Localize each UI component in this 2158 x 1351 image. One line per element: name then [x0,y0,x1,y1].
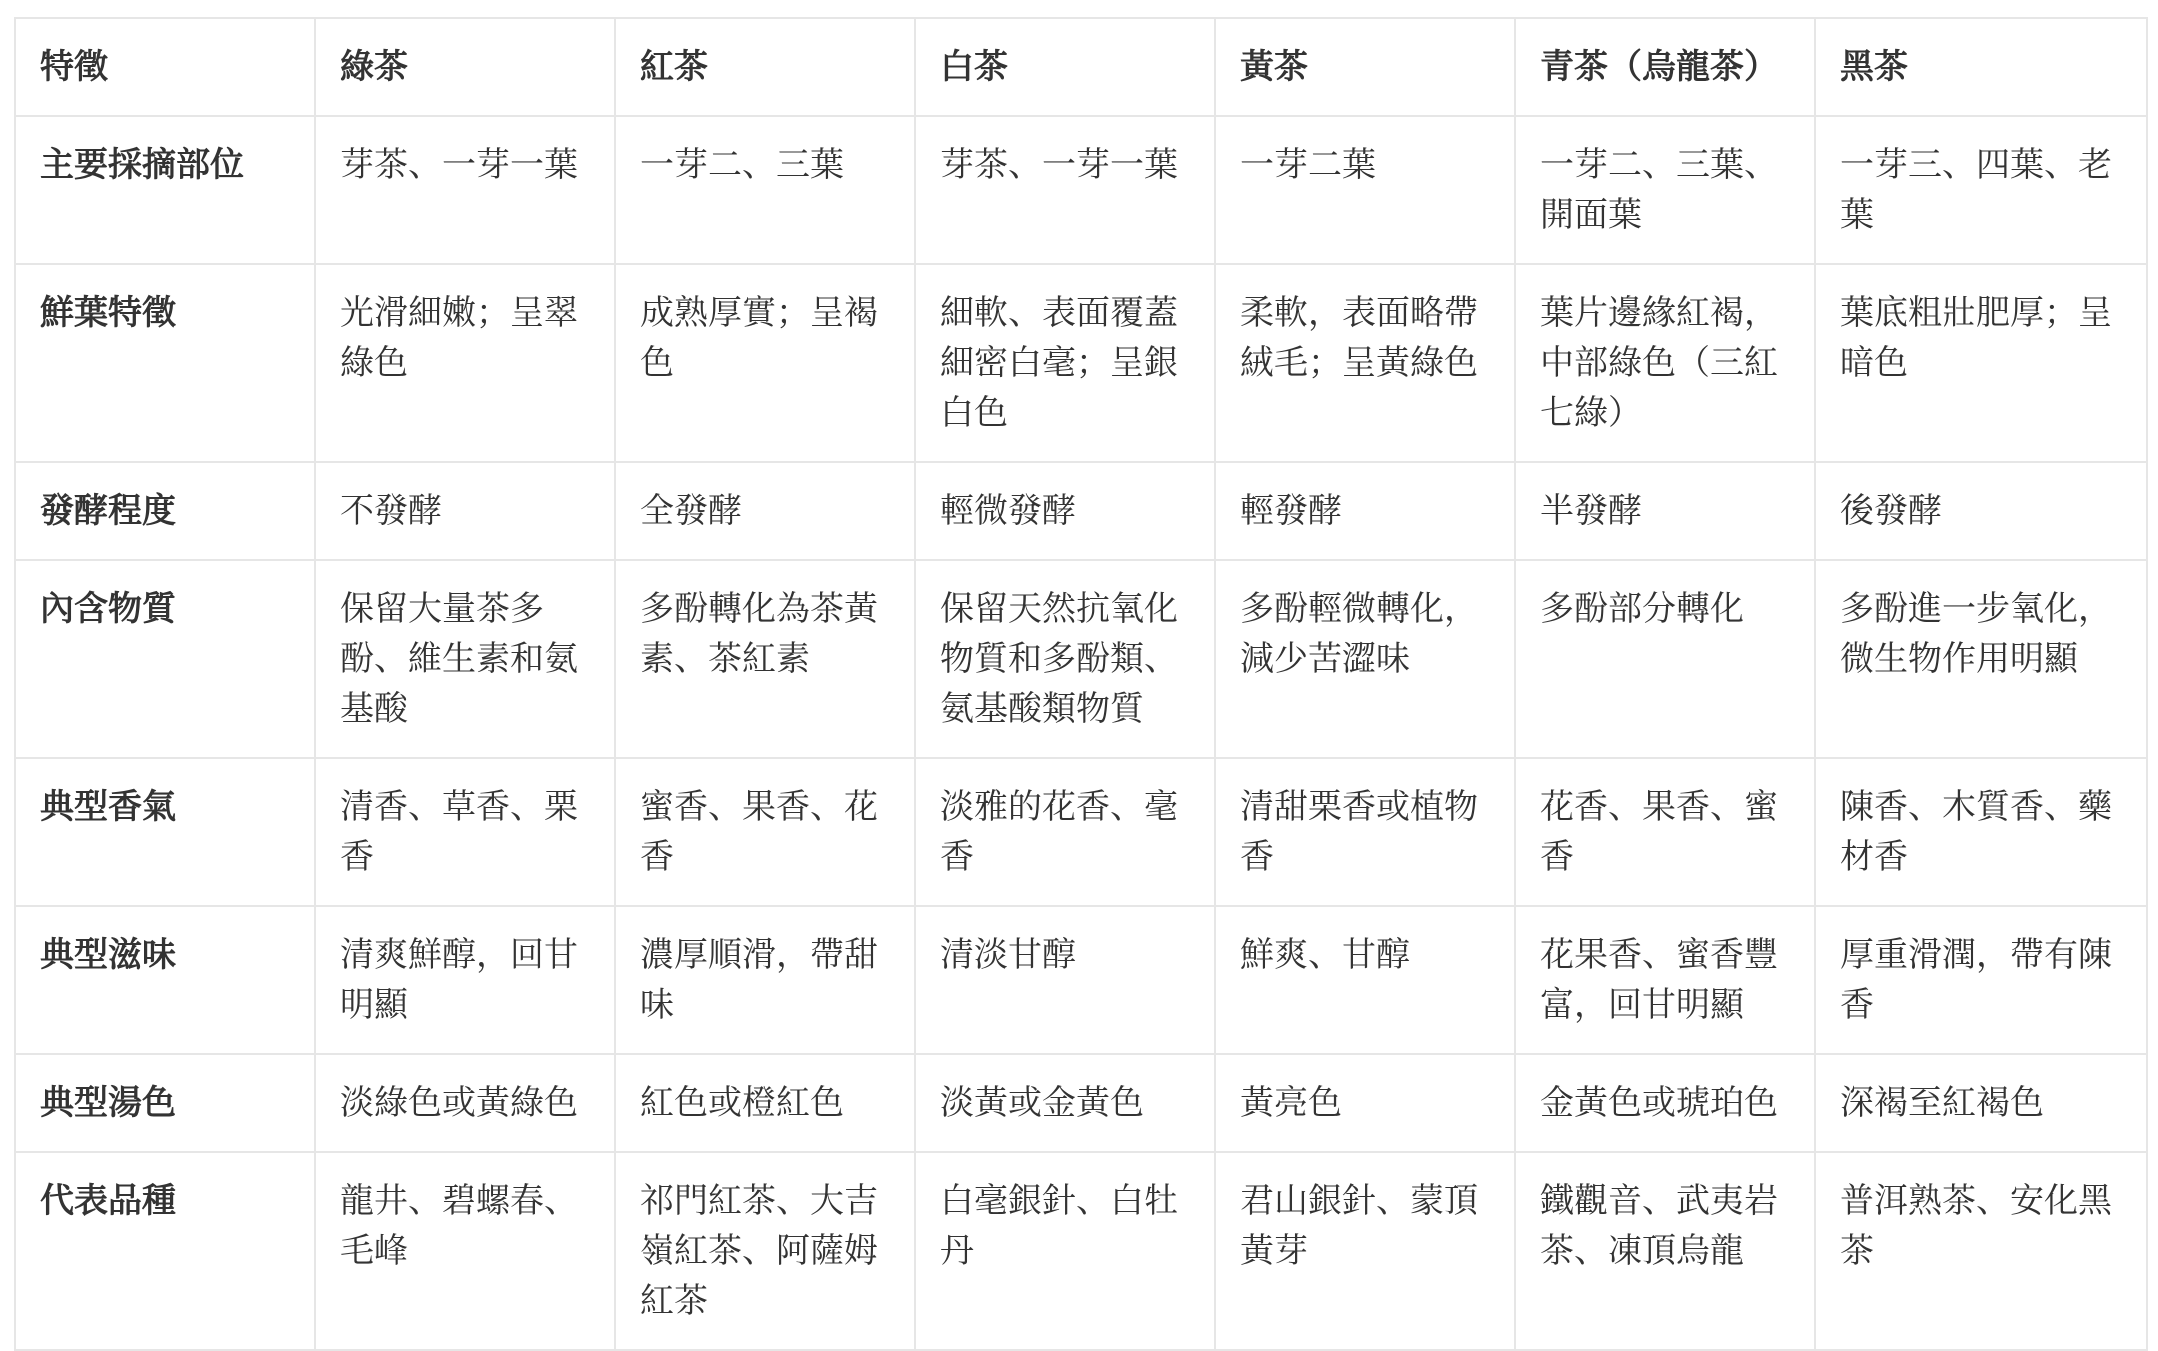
table-cell: 一芽二、三葉 [615,116,915,264]
table-cell: 陳香、木質香、藥材香 [1815,758,2147,906]
table-row [15,560,2147,758]
table-cell: 細軟、表面覆蓋細密白毫；呈銀白色 [915,264,1215,462]
table-cell: 一芽二、三葉、開面葉 [1515,116,1815,264]
table-cell: 黃亮色 [1215,1054,1515,1152]
table-cell: 花香、果香、蜜香 [1515,758,1815,906]
table-cell: 多酚部分轉化 [1515,560,1815,758]
table-cell: 淡黃或金黃色 [915,1054,1215,1152]
table-cell: 清甜栗香或植物香 [1215,758,1515,906]
row-label: 代表品種 [15,1152,315,1350]
table-cell: 淡綠色或黃綠色 [315,1054,615,1152]
header-dark-tea: 黑茶 [1815,18,2147,116]
table-cell: 深褐至紅褐色 [1815,1054,2147,1152]
table-row [15,1152,2147,1350]
table-cell: 葉片邊緣紅褐，中部綠色（三紅七綠） [1515,264,1815,462]
table-header-row [15,18,2147,116]
table-cell: 濃厚順滑，帶甜味 [615,906,915,1054]
table-cell: 龍井、碧螺春、毛峰 [315,1152,615,1350]
table-cell: 一芽二葉 [1215,116,1515,264]
table-cell: 不發酵 [315,462,615,560]
table-cell: 厚重滑潤，帶有陳香 [1815,906,2147,1054]
table-cell: 葉底粗壯肥厚；呈暗色 [1815,264,2147,462]
row-label: 主要採摘部位 [15,116,315,264]
table-row [15,116,2147,264]
row-label: 典型滋味 [15,906,315,1054]
table-cell: 半發酵 [1515,462,1815,560]
table-cell: 全發酵 [615,462,915,560]
row-label: 典型香氣 [15,758,315,906]
header-green-tea: 綠茶 [315,18,615,116]
table-cell: 淡雅的花香、毫香 [915,758,1215,906]
header-oolong-tea: 青茶（烏龍茶） [1515,18,1815,116]
table-row [15,906,2147,1054]
header-feature: 特徵 [15,18,315,116]
table-cell: 保留大量茶多酚、維生素和氨基酸 [315,560,615,758]
header-white-tea: 白茶 [915,18,1215,116]
table-row [15,1054,2147,1152]
table-cell: 多酚轉化為茶黃素、茶紅素 [615,560,915,758]
table-cell: 君山銀針、蒙頂黃芽 [1215,1152,1515,1350]
table-cell: 金黃色或琥珀色 [1515,1054,1815,1152]
table-cell: 蜜香、果香、花香 [615,758,915,906]
row-label: 鮮葉特徵 [15,264,315,462]
table-cell: 保留天然抗氧化物質和多酚類、氨基酸類物質 [915,560,1215,758]
table-cell: 鮮爽、甘醇 [1215,906,1515,1054]
row-label: 內含物質 [15,560,315,758]
table-cell: 後發酵 [1815,462,2147,560]
table-cell: 紅色或橙紅色 [615,1054,915,1152]
table-row [15,264,2147,462]
table-cell: 一芽三、四葉、老葉 [1815,116,2147,264]
table-cell: 白毫銀針、白牡丹 [915,1152,1215,1350]
table-cell: 清爽鮮醇，回甘明顯 [315,906,615,1054]
table-cell: 祁門紅茶、大吉嶺紅茶、阿薩姆紅茶 [615,1152,915,1350]
table-cell: 成熟厚實；呈褐色 [615,264,915,462]
table-cell: 多酚進一步氧化，微生物作用明顯 [1815,560,2147,758]
table-cell: 鐵觀音、武夷岩茶、凍頂烏龍 [1515,1152,1815,1350]
table-cell: 清淡甘醇 [915,906,1215,1054]
table-cell: 普洱熟茶、安化黑茶 [1815,1152,2147,1350]
table-cell: 多酚輕微轉化，減少苦澀味 [1215,560,1515,758]
header-black-tea: 紅茶 [615,18,915,116]
table-cell: 花果香、蜜香豐富，回甘明顯 [1515,906,1815,1054]
table-row [15,462,2147,560]
table-cell: 芽茶、一芽一葉 [915,116,1215,264]
table-cell: 光滑細嫩；呈翠綠色 [315,264,615,462]
table-cell: 芽茶、一芽一葉 [315,116,615,264]
header-yellow-tea: 黃茶 [1215,18,1515,116]
table-cell: 柔軟，表面略帶絨毛；呈黃綠色 [1215,264,1515,462]
table-cell: 清香、草香、栗香 [315,758,615,906]
row-label: 發酵程度 [15,462,315,560]
table-row [15,758,2147,906]
table-cell: 輕發酵 [1215,462,1515,560]
row-label: 典型湯色 [15,1054,315,1152]
tea-comparison-table [14,17,2148,1351]
table-cell: 輕微發酵 [915,462,1215,560]
